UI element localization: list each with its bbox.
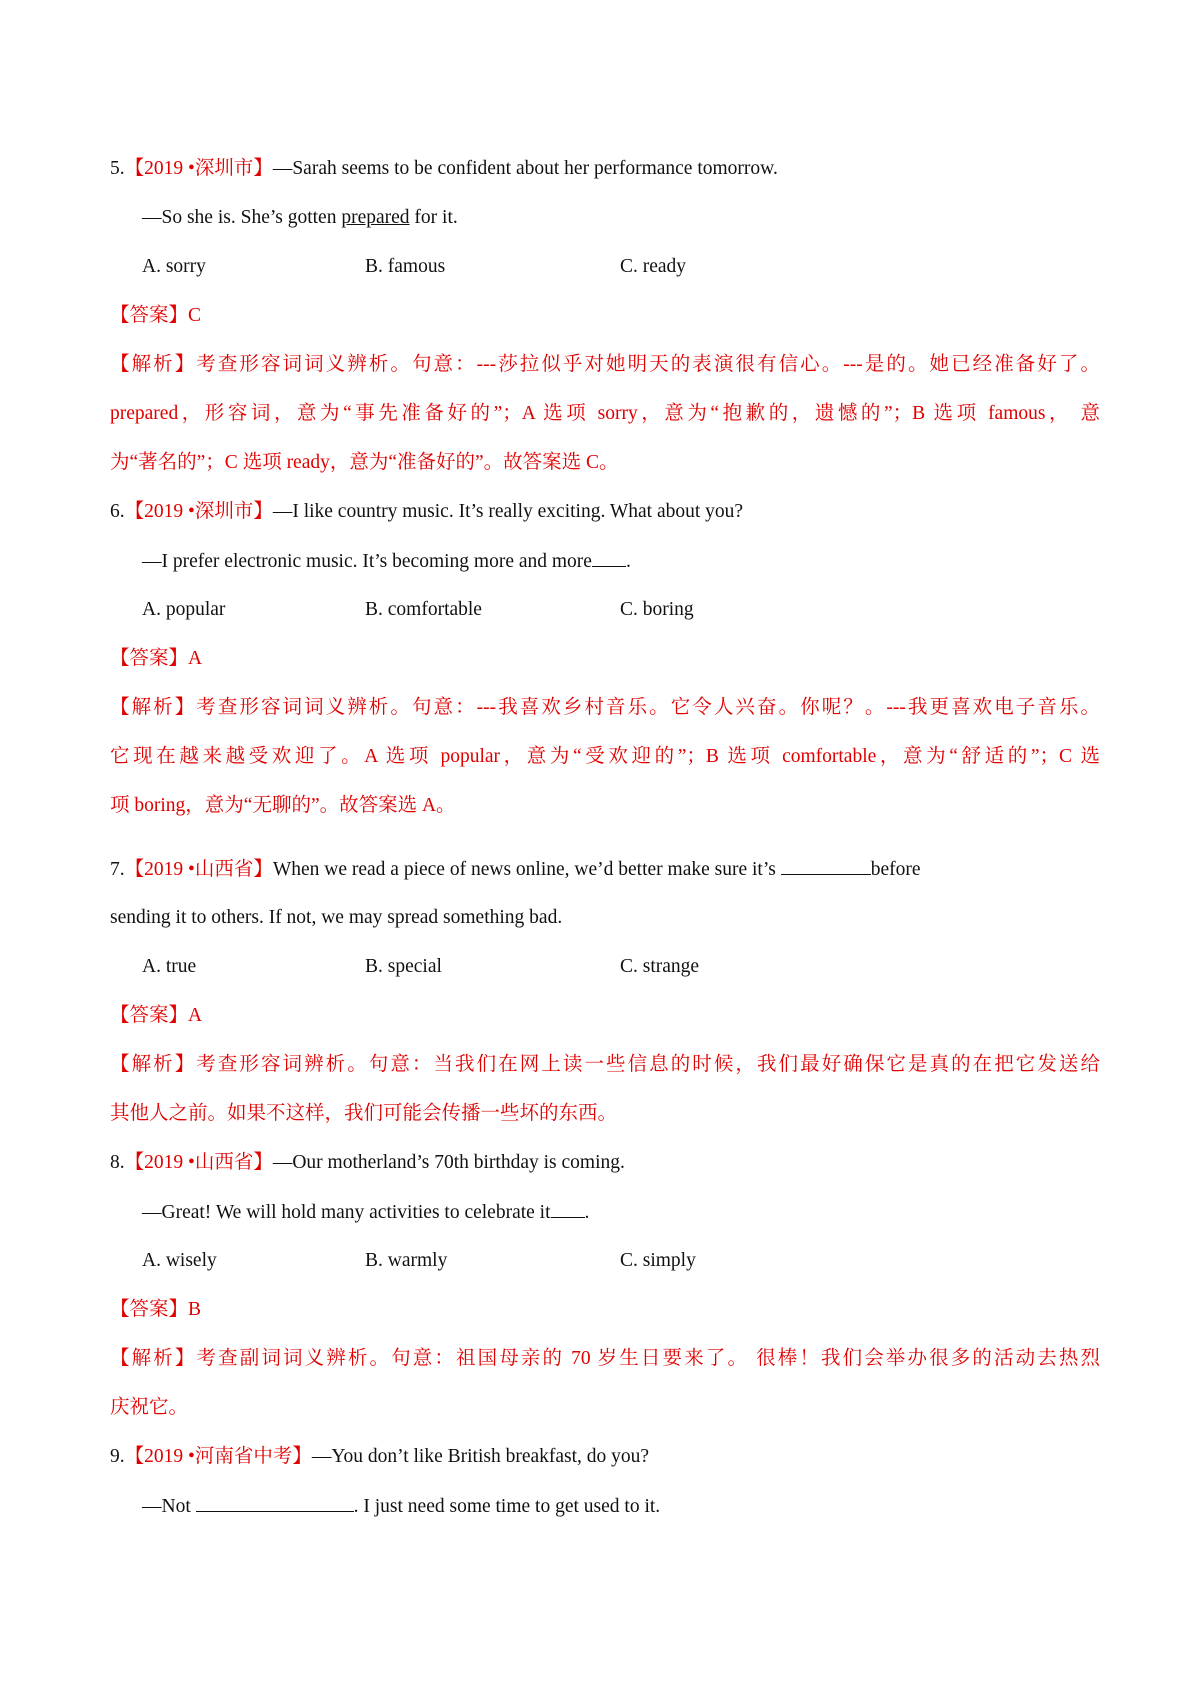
analysis-line: 为“著名的”；C 选项 ready，意为“准备好的”。故答案选 C。 <box>110 452 619 473</box>
question-number: 6. <box>110 501 125 522</box>
reply-text: —So she is. She’s gotten <box>142 207 342 228</box>
question-9-stem <box>110 1444 649 1470</box>
question-text-end: before <box>870 859 921 880</box>
question-5-reply <box>142 205 458 231</box>
analysis-line: 【解析】考查副词词义辨析。句意：祖国母亲的 70 岁生日要来了。 很棒！我们会举办很多的活动去热烈 <box>110 1348 1100 1369</box>
question-text: When we read a piece of news online, we’d better make sure it’s <box>272 859 781 880</box>
question-6-reply <box>142 548 631 575</box>
question-9-reply <box>142 1493 660 1520</box>
question-text: —Our motherland’s 70th birthday is coming. <box>272 1152 625 1173</box>
answer-blank <box>196 1493 354 1512</box>
analysis-line: 【解析】考查形容词词义辨析。句意：---莎拉似乎对她明天的表演很有信心。---是的。她已经准备好了。 <box>110 354 1100 375</box>
option-b: B. special <box>365 956 442 977</box>
option-c: C. simply <box>620 1250 696 1271</box>
option-a: A. true <box>142 956 197 977</box>
question-text: —You don’t like British breakfast, do you? <box>311 1446 650 1467</box>
reply-text-end: . <box>584 1202 590 1223</box>
reply-text-end: for it. <box>409 207 458 228</box>
source-tag: 【2019 •山西省】 <box>124 859 273 880</box>
question-text: —Sarah seems to be confident about her performance tomorrow. <box>272 158 778 179</box>
answer-line: 【答案】C <box>110 305 202 326</box>
reply-text-end: . I just need some time to get used to it. <box>353 1496 661 1517</box>
option-b: B. famous <box>365 256 446 277</box>
question-text: —I like country music. It’s really exciting. What about you? <box>272 501 744 522</box>
option-a: A. popular <box>142 599 226 620</box>
question-7-stem-continued: sending it to others. If not, we may spread something bad. <box>110 907 563 928</box>
option-c: C. boring <box>620 599 694 620</box>
question-8-stem <box>110 1150 625 1176</box>
question-6-stem <box>110 499 743 525</box>
underlined-keyword: prepared <box>341 207 410 228</box>
option-b: B. comfortable <box>365 599 482 620</box>
source-tag: 【2019 •深圳市】 <box>124 501 273 522</box>
source-tag: 【2019 •山西省】 <box>124 1152 273 1173</box>
option-c: C. strange <box>620 956 700 977</box>
analysis-line: 其他人之前。如果不这样，我们可能会传播一些坏的东西。 <box>110 1103 618 1124</box>
question-number: 8. <box>110 1152 125 1173</box>
analysis-line: prepared，形容词，意为“事先准备好的”；A 选项 sorry，意为“抱歉的，遗憾的”；B 选项 famous， 意 <box>110 403 1100 424</box>
question-number: 7. <box>110 859 125 880</box>
answer-line: 【答案】A <box>110 1005 203 1026</box>
answer-line: 【答案】A <box>110 648 203 669</box>
option-a: A. wisely <box>142 1250 217 1271</box>
analysis-line: 项 boring，意为“无聊的”。故答案选 A。 <box>110 795 456 816</box>
question-7-stem <box>110 856 921 883</box>
answer-line: 【答案】B <box>110 1299 202 1320</box>
answer-blank <box>781 856 871 875</box>
answer-blank <box>551 1199 585 1218</box>
source-tag: 【2019 •深圳市】 <box>124 158 273 179</box>
question-number: 5. <box>110 158 125 179</box>
question-8-reply <box>142 1199 589 1226</box>
analysis-line: 它现在越来越受欢迎了。A 选项 popular，意为“受欢迎的”；B 选项 comfortable，意为“舒适的”；C 选 <box>110 746 1100 767</box>
analysis-line: 庆祝它。 <box>110 1397 189 1418</box>
option-b: B. warmly <box>365 1250 448 1271</box>
answer-blank <box>592 548 626 567</box>
question-number: 9. <box>110 1446 125 1467</box>
analysis-line: 【解析】考查形容词词义辨析。句意：---我喜欢乡村音乐。它令人兴奋。你呢？。---我更喜欢电子音乐。 <box>110 697 1100 718</box>
source-tag: 【2019 •河南省中考】 <box>124 1446 312 1467</box>
analysis-line: 【解析】考查形容词辨析。句意：当我们在网上读一些信息的时候，我们最好确保它是真的在把它发送给 <box>110 1054 1100 1075</box>
option-c: C. ready <box>620 256 687 277</box>
reply-text: —I prefer electronic music. It’s becoming more and more <box>142 551 592 572</box>
reply-text: —Great! We will hold many activities to celebrate it <box>142 1202 551 1223</box>
reply-text-end: . <box>625 551 631 572</box>
question-5-stem <box>110 156 778 182</box>
reply-text: —Not <box>142 1496 196 1517</box>
option-a: A. sorry <box>142 256 206 277</box>
